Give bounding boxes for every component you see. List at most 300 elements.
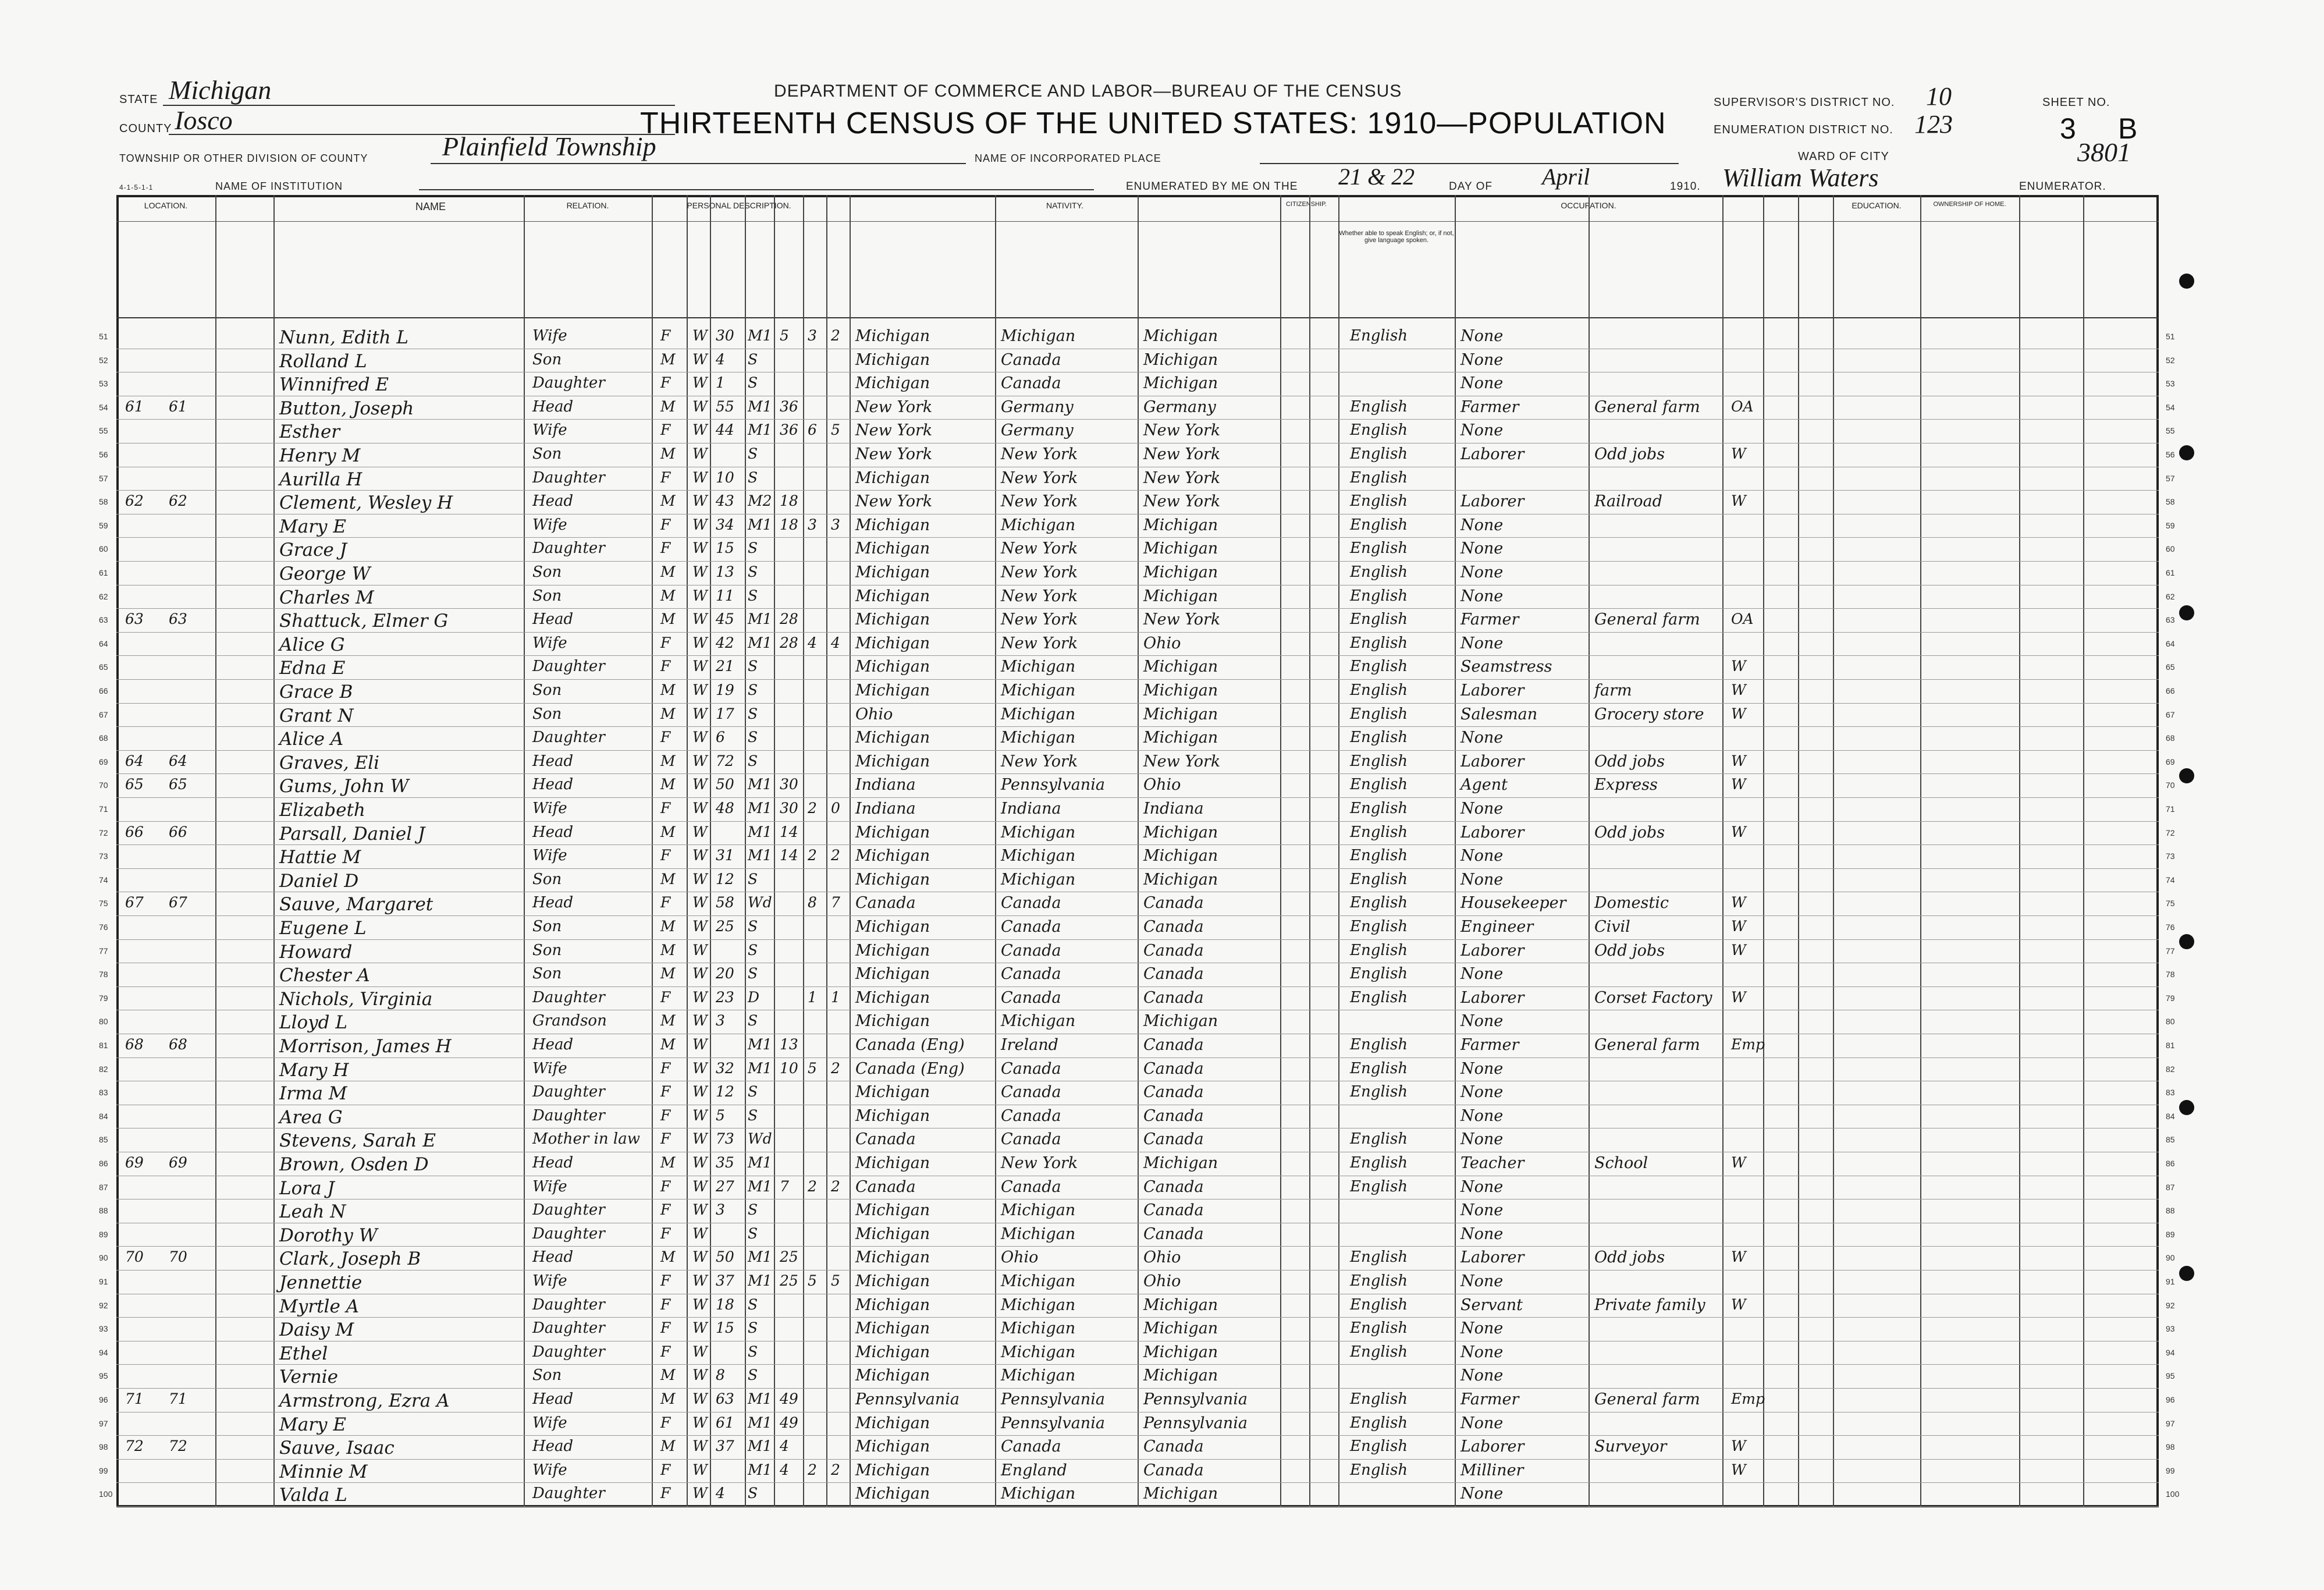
years-married: 30 (780, 776, 798, 793)
marital-value: Wd (748, 1130, 772, 1148)
marital-value: S (748, 587, 758, 604)
father-birthplace: Michigan (1001, 1225, 1076, 1243)
mother-birthplace: New York (1143, 492, 1221, 511)
line-number: 72 (2166, 828, 2175, 837)
race-value: W (692, 1106, 708, 1124)
sex-value: F (660, 327, 671, 344)
race-value: W (692, 563, 708, 580)
father-birthplace: Michigan (1001, 1485, 1076, 1503)
person-name: Mary H (279, 1059, 349, 1081)
language-value: English (1350, 327, 1408, 345)
incorporated-underline (1260, 163, 1679, 164)
table-row (0, 420, 2324, 441)
years-married: 49 (780, 1390, 798, 1407)
line-number: 93 (2166, 1324, 2175, 1334)
trade-value: Laborer (1461, 941, 1525, 960)
township-value: Plainfield Township (442, 132, 656, 161)
relation-value: Head (532, 1154, 574, 1172)
age-value: 27 (716, 1177, 734, 1195)
supervisor-label: SUPERVISOR'S DISTRICT NO. (1714, 96, 1895, 109)
line-number-left: 88 (99, 1206, 108, 1216)
person-name: Alice A (279, 729, 344, 750)
language-value: English (1350, 847, 1408, 865)
state-value: Michigan (169, 75, 272, 105)
language-value: English (1350, 823, 1408, 841)
group-name: NAME (415, 201, 446, 212)
employment-class: W (1731, 1461, 1746, 1478)
line-number: 90 (2166, 1253, 2175, 1263)
birthplace-value: Indiana (855, 776, 916, 794)
children-living: 2 (831, 1177, 840, 1195)
father-birthplace: Michigan (1001, 658, 1076, 676)
table-row (0, 1342, 2324, 1363)
employment-class: W (1731, 705, 1746, 722)
line-number: 91 (2166, 1277, 2175, 1286)
table-row (0, 468, 2324, 489)
employment-class: Emp (1731, 1390, 1765, 1407)
line-number-left: 55 (99, 426, 108, 436)
language-value: English (1350, 658, 1408, 676)
years-married: 5 (780, 327, 789, 344)
group-citizenship: CITIZENSHIP. (1285, 201, 1327, 208)
trade-value: Laborer (1461, 682, 1525, 700)
industry-value: Odd jobs (1594, 941, 1665, 960)
marital-value: M1 (748, 1461, 772, 1478)
industry-value: Surveyor (1594, 1438, 1667, 1456)
language-value: English (1350, 1319, 1408, 1337)
years-married: 25 (780, 1272, 798, 1289)
person-name: Esther (279, 421, 340, 443)
line-number-left: 82 (99, 1064, 108, 1074)
table-row (0, 917, 2324, 938)
relation-value: Son (532, 587, 562, 605)
age-value: 17 (716, 705, 734, 722)
birthplace-value: Michigan (855, 965, 930, 984)
language-value: English (1350, 965, 1408, 983)
trade-value: None (1461, 729, 1504, 747)
marital-value: M1 (748, 800, 772, 817)
race-value: W (692, 1319, 708, 1337)
employment-class: W (1731, 776, 1746, 793)
age-value: 44 (716, 421, 734, 439)
employment-class: W (1731, 941, 1746, 959)
table-row (0, 1059, 2324, 1080)
race-value: W (692, 1012, 708, 1030)
table-row (0, 940, 2324, 961)
age-value: 4 (716, 1485, 725, 1502)
enumeration-number: 123 (1914, 110, 1953, 139)
line-number: 84 (2166, 1111, 2175, 1121)
children-living: 5 (831, 1272, 840, 1289)
father-birthplace: Indiana (1001, 800, 1061, 818)
years-married: 28 (780, 611, 798, 628)
group-language: Whether able to speak English; or, if not, give language spoken. (1339, 230, 1454, 244)
race-value: W (692, 1272, 708, 1289)
language-value: English (1350, 1272, 1408, 1290)
mother-birthplace: Michigan (1143, 823, 1218, 842)
marital-value: M1 (748, 1154, 772, 1171)
row-rule (116, 1246, 2159, 1247)
row-rule (116, 655, 2159, 656)
age-value: 48 (716, 800, 734, 817)
mother-birthplace: Michigan (1143, 587, 1218, 605)
race-value: W (692, 587, 708, 604)
line-number-left: 58 (99, 497, 108, 507)
birthplace-value: Michigan (855, 1414, 930, 1432)
language-value: English (1350, 941, 1408, 959)
line-number: 95 (2166, 1371, 2175, 1381)
birthplace-value: Michigan (855, 1485, 930, 1503)
race-value: W (692, 1414, 708, 1431)
birthplace-value: Michigan (855, 870, 930, 889)
row-rule (116, 1388, 2159, 1389)
row-rule (116, 915, 2159, 916)
line-number: 86 (2166, 1159, 2175, 1168)
person-name: Daisy M (279, 1319, 354, 1341)
trade-value: None (1461, 350, 1504, 369)
table-row (0, 1177, 2324, 1198)
row-rule (116, 608, 2159, 609)
race-value: W (692, 823, 708, 840)
table-row (0, 964, 2324, 985)
marital-value: S (748, 1296, 758, 1313)
dwelling-number: 63 (125, 611, 144, 628)
marital-value: S (748, 540, 758, 557)
relation-value: Head (532, 611, 574, 629)
trade-value: None (1461, 516, 1504, 534)
marital-value: Wd (748, 894, 772, 911)
marital-value: S (748, 729, 758, 746)
enumeration-label: ENUMERATION DISTRICT NO. (1714, 123, 1893, 136)
trade-value: Agent (1461, 776, 1508, 794)
marital-value: M1 (748, 1036, 772, 1053)
sex-value: M (660, 776, 676, 793)
years-married: 10 (780, 1059, 798, 1077)
industry-value: Grocery store (1594, 705, 1704, 723)
dwelling-number: 70 (125, 1248, 144, 1266)
language-value: English (1350, 445, 1408, 463)
marital-value: S (748, 752, 758, 769)
person-name: Mary E (279, 1414, 347, 1435)
table-row (0, 893, 2324, 914)
family-number: 65 (169, 776, 187, 793)
sex-value: F (660, 1201, 671, 1219)
employment-class: W (1731, 918, 1746, 935)
table-row (0, 1247, 2324, 1268)
person-name: Area G (279, 1106, 343, 1128)
table-row (0, 1460, 2324, 1481)
punch-hole (2179, 445, 2194, 460)
family-number: 62 (169, 492, 187, 510)
years-married: 28 (780, 634, 798, 651)
father-birthplace: Michigan (1001, 847, 1076, 865)
birthplace-value: Michigan (855, 1012, 930, 1031)
line-number-left: 100 (99, 1489, 113, 1499)
line-number: 57 (2166, 473, 2175, 483)
industry-value: Express (1594, 776, 1658, 794)
row-rule (116, 773, 2159, 774)
stamp-number: 3801 (2077, 137, 2131, 167)
marital-value: M1 (748, 611, 772, 628)
age-value: 35 (716, 1154, 734, 1171)
line-number: 66 (2166, 686, 2175, 695)
relation-value: Head (532, 1390, 574, 1408)
years-married: 14 (780, 823, 798, 840)
employment-class: W (1731, 894, 1746, 911)
years-married: 25 (780, 1248, 798, 1266)
relation-value: Daughter (532, 729, 605, 747)
employment-class: W (1731, 752, 1746, 769)
marital-value: M1 (748, 634, 772, 651)
line-number: 97 (2166, 1418, 2175, 1428)
years-married: 13 (780, 1036, 798, 1053)
mother-birthplace: Germany (1143, 398, 1216, 416)
mother-birthplace: Canada (1143, 1461, 1204, 1479)
line-number-left: 87 (99, 1182, 108, 1192)
trade-value: None (1461, 1130, 1504, 1149)
age-value: 61 (716, 1414, 734, 1431)
marital-value: M1 (748, 421, 772, 439)
industry-value: General farm (1594, 398, 1700, 416)
relation-value: Head (532, 776, 574, 794)
race-value: W (692, 705, 708, 722)
race-value: W (692, 1296, 708, 1313)
birthplace-value: Canada (Eng) (855, 1059, 965, 1078)
person-name: Charles M (279, 587, 374, 608)
line-number-left: 54 (99, 402, 108, 412)
year-label: 1910. (1670, 180, 1701, 193)
father-birthplace: New York (1001, 445, 1078, 463)
line-number: 68 (2166, 733, 2175, 743)
marital-value: M1 (748, 823, 772, 840)
relation-value: Son (532, 563, 562, 581)
group-occupation: OCCUPATION. (1561, 201, 1616, 210)
person-name: Daniel D (279, 870, 359, 892)
marital-value: S (748, 1106, 758, 1124)
line-number-left: 61 (99, 568, 108, 577)
father-birthplace: Michigan (1001, 1201, 1076, 1220)
person-name: Armstrong, Ezra A (279, 1390, 450, 1411)
relation-value: Daughter (532, 1201, 605, 1219)
table-row (0, 444, 2324, 465)
relation-value: Daughter (532, 658, 605, 676)
line-number: 56 (2166, 450, 2175, 459)
table-row (0, 846, 2324, 867)
person-name: Nunn, Edith L (279, 327, 408, 348)
trade-value: None (1461, 870, 1504, 889)
line-number: 89 (2166, 1229, 2175, 1239)
line-number: 98 (2166, 1442, 2175, 1452)
father-birthplace: Michigan (1001, 1367, 1076, 1385)
line-number: 85 (2166, 1135, 2175, 1145)
trade-value: Laborer (1461, 823, 1525, 842)
person-name: Grace B (279, 682, 353, 702)
line-number: 61 (2166, 568, 2175, 577)
mother-birthplace: Michigan (1143, 729, 1218, 747)
trade-value: None (1461, 563, 1504, 581)
trade-value: None (1461, 965, 1504, 984)
marital-value: S (748, 870, 758, 888)
sex-value: M (660, 1438, 676, 1455)
mother-birthplace: Pennsylvania (1143, 1414, 1248, 1432)
line-number-left: 86 (99, 1159, 108, 1168)
age-value: 42 (716, 634, 734, 651)
line-number: 83 (2166, 1088, 2175, 1098)
trade-value: None (1461, 327, 1504, 345)
group-personal: PERSONAL DESCRIPTION. (687, 201, 791, 210)
marital-value: M1 (748, 847, 772, 864)
age-value: 18 (716, 1296, 734, 1313)
father-birthplace: New York (1001, 1154, 1078, 1172)
person-name: Eugene L (279, 918, 367, 939)
marital-value: S (748, 1319, 758, 1337)
trade-value: Milliner (1461, 1461, 1524, 1479)
industry-value: Domestic (1594, 894, 1669, 913)
marital-value: S (748, 1485, 758, 1502)
relation-value: Head (532, 492, 574, 510)
line-number-left: 67 (99, 709, 108, 719)
sex-value: F (660, 1343, 671, 1360)
line-number-left: 64 (99, 638, 108, 648)
father-birthplace: Michigan (1001, 327, 1076, 345)
line-number: 63 (2166, 615, 2175, 625)
census-title: THIRTEENTH CENSUS OF THE UNITED STATES: 1910—POPULATION (640, 107, 1666, 140)
person-name: Grant N (279, 705, 354, 726)
institution-label: NAME OF INSTITUTION (215, 180, 343, 192)
mother-birthplace: Michigan (1143, 563, 1218, 581)
line-number-left: 53 (99, 379, 108, 389)
mother-birthplace: Canada (1143, 1225, 1204, 1243)
age-value: 3 (716, 1012, 725, 1030)
line-number-left: 84 (99, 1111, 108, 1121)
table-row (0, 397, 2324, 418)
row-rule (116, 726, 2159, 727)
father-birthplace: New York (1001, 492, 1078, 511)
language-value: English (1350, 1414, 1408, 1432)
person-name: Myrtle A (279, 1296, 360, 1317)
race-value: W (692, 1367, 708, 1384)
institution-underline (419, 189, 1094, 190)
age-value: 20 (716, 965, 734, 982)
race-value: W (692, 374, 708, 392)
dwelling-number: 65 (125, 776, 144, 793)
sex-value: F (660, 1461, 671, 1478)
line-number: 81 (2166, 1041, 2175, 1050)
sex-value: M (660, 587, 676, 604)
trade-value: Farmer (1461, 1390, 1519, 1408)
age-value: 15 (716, 1319, 734, 1337)
sex-value: M (660, 350, 676, 368)
father-birthplace: Pennsylvania (1001, 1390, 1105, 1408)
line-number-left: 95 (99, 1371, 108, 1381)
birthplace-value: Michigan (855, 1272, 930, 1290)
language-value: English (1350, 1059, 1408, 1077)
table-row (0, 727, 2324, 748)
race-value: W (692, 1461, 708, 1478)
mother-birthplace: Canada (1143, 1438, 1204, 1456)
person-name: Grace J (279, 540, 347, 561)
sex-value: F (660, 634, 671, 651)
dwelling-number: 72 (125, 1438, 144, 1455)
industry-value: farm (1594, 682, 1632, 700)
sex-value: F (660, 1296, 671, 1313)
row-rule (116, 868, 2159, 869)
line-number: 88 (2166, 1206, 2175, 1216)
sex-value: M (660, 1036, 676, 1053)
line-number-left: 68 (99, 733, 108, 743)
father-birthplace: New York (1001, 611, 1078, 629)
incorporated-place-label: NAME OF INCORPORATED PLACE (975, 152, 1161, 164)
line-number: 71 (2166, 804, 2175, 814)
row-rule (116, 537, 2159, 538)
relation-value: Head (532, 398, 574, 416)
industry-value: Railroad (1594, 492, 1662, 511)
family-number: 61 (169, 398, 187, 415)
age-value: 19 (716, 682, 734, 698)
race-value: W (692, 1390, 708, 1407)
race-value: W (692, 870, 708, 888)
trade-value: None (1461, 634, 1504, 652)
person-name: Graves, Eli (279, 752, 379, 773)
person-name: Henry M (279, 445, 361, 466)
birthplace-value: Michigan (855, 374, 930, 393)
birthplace-value: Michigan (855, 563, 930, 581)
trade-value: None (1461, 1343, 1504, 1361)
father-birthplace: Germany (1001, 421, 1074, 440)
sex-value: M (660, 870, 676, 888)
dwelling-number: 62 (125, 492, 144, 510)
children-born: 3 (808, 327, 817, 344)
state-underline (163, 105, 675, 106)
line-number-left: 71 (99, 804, 108, 814)
years-married: 4 (780, 1461, 789, 1478)
line-number: 79 (2166, 993, 2175, 1003)
race-value: W (692, 445, 708, 462)
birthplace-value: Michigan (855, 1319, 930, 1338)
sheet-side: B (2118, 112, 2138, 145)
trade-value: Engineer (1461, 918, 1534, 936)
family-number: 67 (169, 894, 187, 911)
person-name: Clark, Joseph B (279, 1248, 421, 1270)
birthplace-value: Michigan (855, 918, 930, 936)
sex-value: F (660, 658, 671, 675)
row-rule (116, 632, 2159, 633)
row-rule (116, 561, 2159, 562)
industry-value: Civil (1594, 918, 1630, 936)
person-name: Aurilla H (279, 469, 363, 490)
sex-value: F (660, 1272, 671, 1289)
race-value: W (692, 1036, 708, 1053)
sex-value: F (660, 540, 671, 557)
line-number-left: 92 (99, 1300, 108, 1310)
line-number: 67 (2166, 709, 2175, 719)
group-location: LOCATION. (144, 201, 188, 210)
mother-birthplace: Ohio (1143, 776, 1181, 794)
language-value: English (1350, 1343, 1408, 1361)
age-value: 37 (716, 1272, 734, 1289)
line-number-left: 90 (99, 1253, 108, 1263)
trade-value: None (1461, 847, 1504, 865)
children-living: 2 (831, 847, 840, 864)
race-value: W (692, 421, 708, 439)
age-value: 50 (716, 1248, 734, 1266)
years-married: 18 (780, 492, 798, 510)
birthplace-value: Michigan (855, 752, 930, 771)
relation-value: Wife (532, 1461, 567, 1479)
language-value: English (1350, 729, 1408, 747)
birthplace-value: Michigan (855, 1461, 930, 1479)
relation-value: Son (532, 445, 562, 463)
